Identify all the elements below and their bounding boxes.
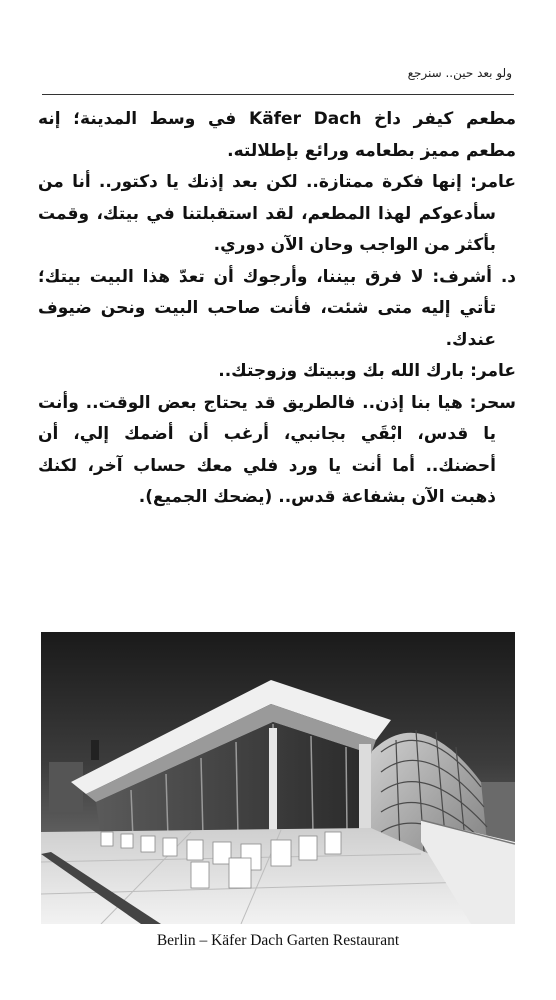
restaurant-photo (41, 632, 515, 924)
running-header: ولو بعد حين.. سنرجع (407, 66, 512, 80)
paragraph-amer-2: عامر: بارك الله بك وببيتك وزوجتك.. (218, 361, 516, 381)
paragraph-ashraf: د. أشرف: لا فرق بيننا، وأرجوك أن تعدّ هذا البيت بيتك؛ تأتي إليه متى شئت، فأنت صاحب البيت ونحن ضيوف عندك. (38, 266, 516, 350)
photo-caption: Berlin – Käfer Dach Garten Restaurant (156, 932, 400, 949)
paragraph-sahar: سحر: هيا بنا إذن.. فالطريق قد يحتاج بعض الوقت.. وأنت يا قدس، ابْقَي بجانبي، أرغب أن أضمك إلي، أن أحضنك.. أما أنت يا ورد فلي معك حساب آخر، لكنك ذهبت الآن بشفاعة قدس.. (يضحك الجميع). (38, 392, 516, 507)
body-text (38, 104, 516, 514)
paragraph-amer-1: عامر: إنها فكرة ممتازة.. لكن بعد إذنك يا دكتور.. أنا من سأدعوكم لهذا المطعم، لقد استقبلتنا في بيتك، وقمت بأكثر من الواجب وحان الآن دوري. (38, 172, 516, 255)
header-rule (42, 94, 514, 95)
paragraph-intro: مطعم كيفر داخ Käfer Dach في وسط المدينة؛ إنه مطعم مميز بطعامه ورائع بإطلالته. (38, 109, 516, 161)
